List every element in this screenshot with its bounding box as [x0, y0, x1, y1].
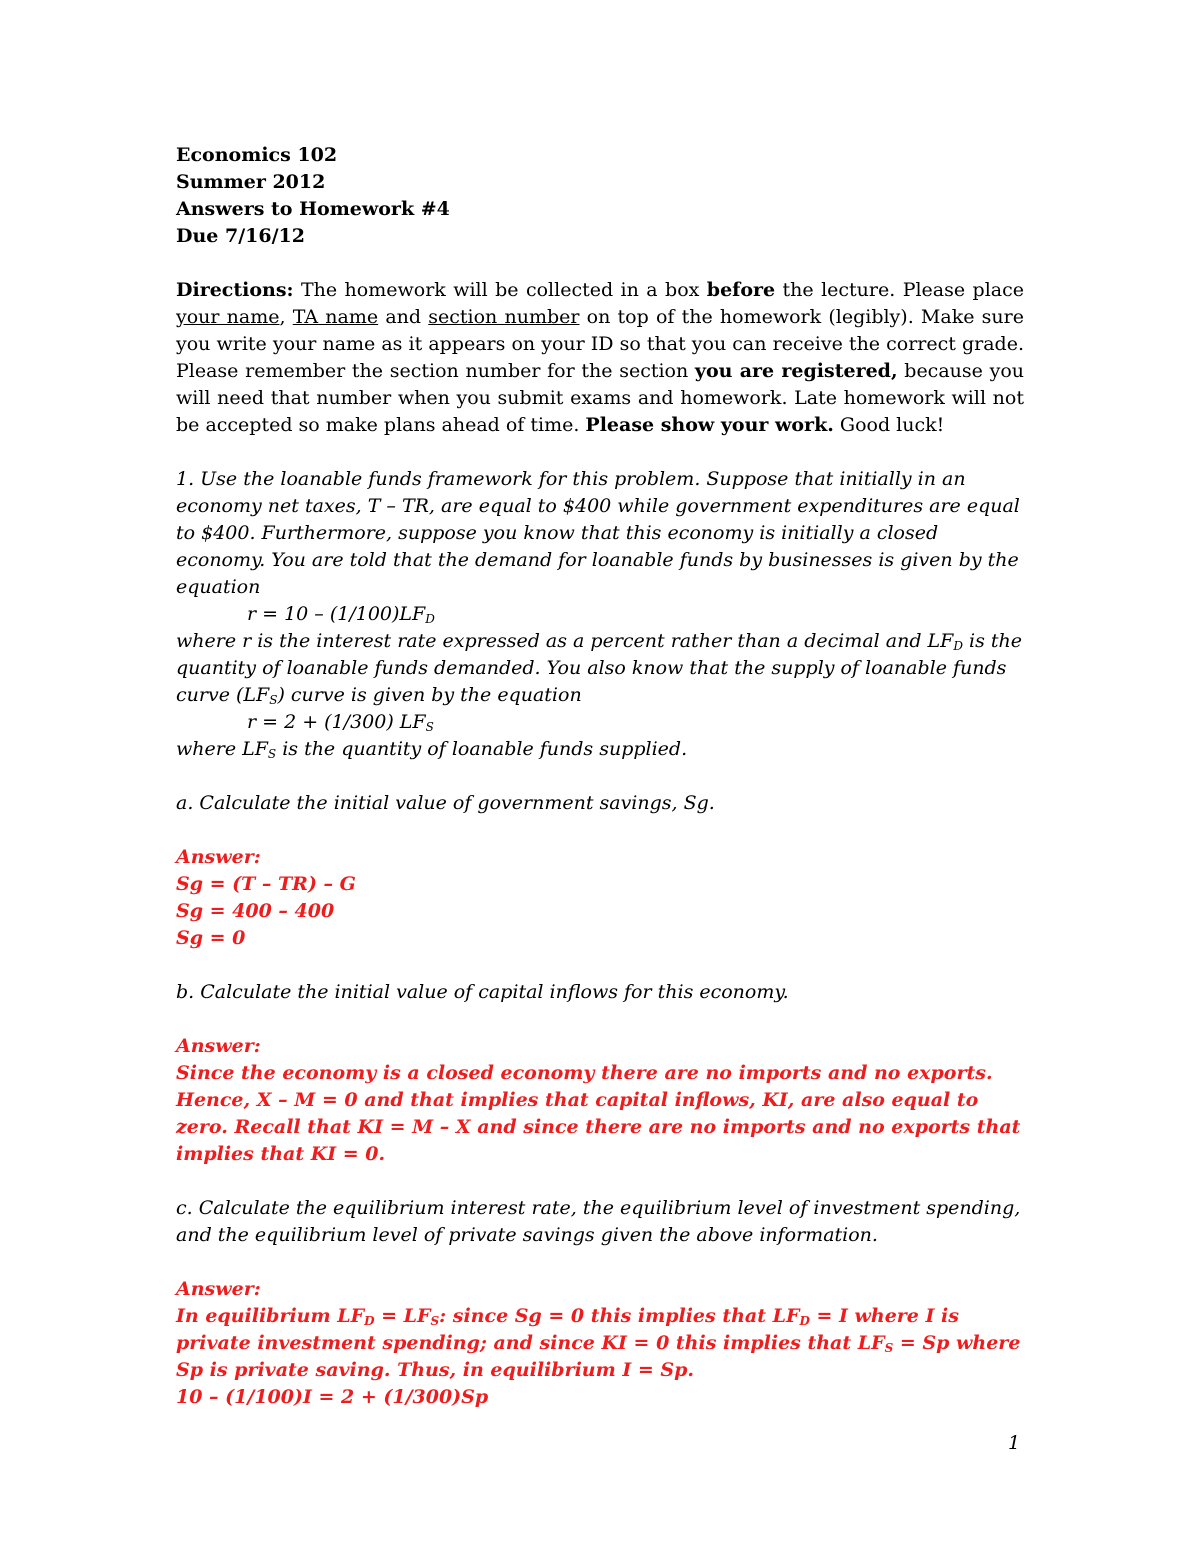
document-title: Answers to Homework #4 — [176, 198, 450, 220]
answer-text — [176, 1303, 1024, 1384]
answer-text: Since the economy is a closed economy there are no imports and no exports. Hence, X – M = 0 and that implies that capital inflows, KI, are also equal to zero. Recall that KI = M – X and since there are no imports and no exports that implies that KI = 0. — [176, 1062, 1021, 1165]
directions-emphasis: you are registered, — [694, 360, 898, 382]
directions-paragraph — [176, 277, 1024, 439]
subscript: D — [364, 1314, 375, 1328]
subscript: S — [884, 1341, 894, 1355]
underlined-ta-name: TA name — [292, 306, 379, 328]
directions-text: , — [279, 306, 293, 328]
answer-line: Sg = (T – TR) – G — [176, 873, 356, 895]
part-c-question: c. Calculate the equilibrium interest rate, the equilibrium level of investment spending, and the equilibrium level of private savings given the above information. — [176, 1197, 1021, 1246]
answer-line: Sg = 0 — [176, 927, 246, 949]
part-a-answer — [176, 844, 1024, 952]
question-1-supply-definition — [176, 736, 1024, 763]
subscript: D — [953, 639, 963, 653]
directions-text: and — [378, 306, 429, 328]
directions-label: Directions: — [176, 279, 294, 301]
answer-label: Answer: — [176, 846, 261, 868]
answer-equation: 10 – (1/100)I = 2 + (1/300)Sp — [176, 1386, 489, 1408]
text: = Sp where Sp is private saving. Thus, in equilibrium I = Sp. — [176, 1332, 1021, 1381]
directions-emphasis: Please show your work. — [585, 414, 834, 436]
due-date: Due 7/16/12 — [176, 225, 305, 247]
part-a-question: a. Calculate the initial value of government savings, Sg. — [176, 792, 715, 814]
text: is the quantity of loanable funds supplied. — [276, 738, 688, 760]
document-page — [176, 142, 1024, 1411]
subscript: S — [425, 720, 434, 734]
question-1-intro: 1. Use the loanable funds framework for this problem. Suppose that initially in an economy net taxes, T – TR, are equal to $400 while government expenditures are equal to $400. Furthermore, suppose you know that this economy is initially a closed economy. You are told that the demand for loanable funds by businesses is given by the equation — [176, 468, 1020, 598]
subscript: D — [799, 1314, 810, 1328]
text: In equilibrium LF — [176, 1305, 365, 1327]
page-number: 1 — [1008, 1432, 1021, 1454]
text: ) curve is given by the equation — [277, 684, 582, 706]
text: = LF — [374, 1305, 431, 1327]
text: : since Sg = 0 this implies that LF — [439, 1305, 800, 1327]
part-c-answer — [176, 1276, 1024, 1411]
answer-line: Sg = 400 – 400 — [176, 900, 335, 922]
subscript: S — [267, 747, 277, 761]
directions-emphasis: before — [706, 279, 776, 301]
term: Summer 2012 — [176, 171, 326, 193]
directions-text: Good luck! — [833, 414, 945, 436]
equation-text: r = 2 + (1/300) LF — [247, 711, 426, 733]
question-1 — [176, 466, 1024, 763]
directions-text: The homework will be collected in a box — [293, 279, 707, 301]
subscript: D — [425, 612, 435, 626]
text: where r is the interest rate expressed as a percent rather than a decimal and LF — [176, 630, 954, 652]
text: is the quantity of loanable funds demanded. You also know that the supply of loanable funds curve (LF — [176, 630, 1022, 706]
subscript: S — [430, 1314, 440, 1328]
directions-text: on top of the homework (legibly). Make sure you write your name as it appears on your ID so that you can receive the correct grade. Please remember the section number for the section — [176, 306, 1024, 382]
supply-equation — [176, 709, 1024, 736]
document-header — [176, 142, 1024, 250]
course-name: Economics 102 — [176, 144, 338, 166]
directions-text: because you will need that number when you submit exams and homework. Late homework will not be accepted so make plans ahead of time. — [176, 360, 1024, 436]
text: where LF — [176, 738, 268, 760]
answer-label: Answer: — [176, 1278, 261, 1300]
directions-text: the lecture. Please place — [775, 279, 1024, 301]
demand-equation — [176, 601, 1024, 628]
equation-text: r = 10 – (1/100)LF — [247, 603, 426, 625]
subscript: S — [269, 693, 278, 707]
part-b-question: b. Calculate the initial value of capital inflows for this economy. — [176, 981, 789, 1003]
underlined-your-name: your name — [176, 306, 280, 328]
underlined-section-number: section number — [428, 306, 580, 328]
question-1-definitions — [176, 628, 1024, 709]
text: = I where I is private investment spending; and since KI = 0 this implies that LF — [176, 1305, 959, 1354]
answer-label: Answer: — [176, 1035, 261, 1057]
part-b-answer — [176, 1033, 1024, 1168]
